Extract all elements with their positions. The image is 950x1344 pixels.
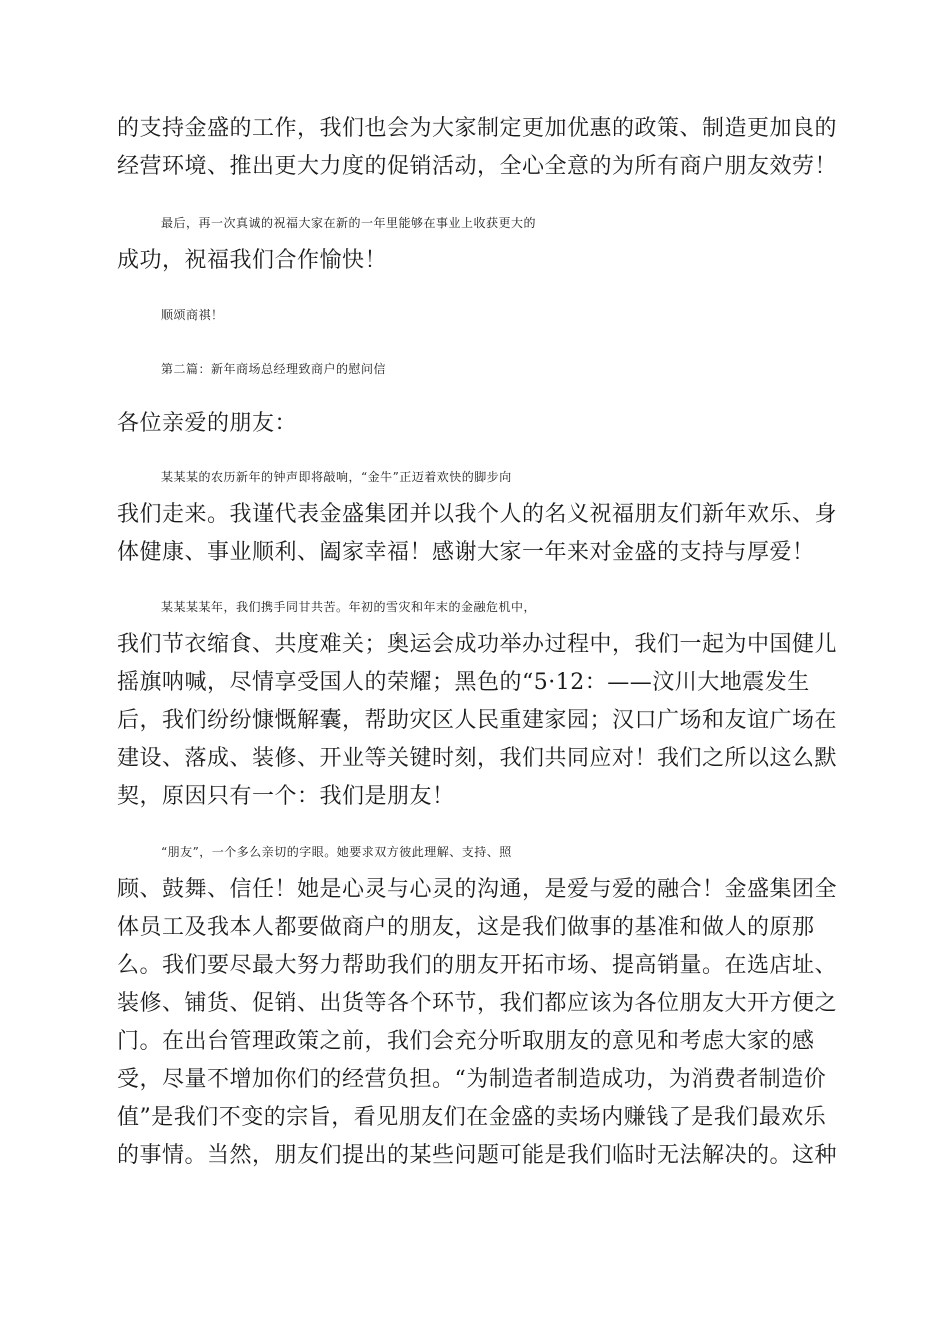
text-line: 体员工及我本人都要做商户的朋友，这是我们做事的基准和做人的原那	[117, 915, 815, 940]
text-line: 我们走来。我谨代表金盛集团并以我个人的名义祝福朋友们新年欢乐、身	[117, 502, 838, 527]
text-line: 摇旗呐喊，尽情享受国人的荣耀；黑色的“5·12：——汶川大地震发生	[117, 670, 810, 695]
text-line: 某某某某年，我们携手同甘共苦。年初的雪灾和年末的金融危机中，	[161, 600, 537, 614]
text-line: 的支持金盛的工作，我们也会为大家制定更加优惠的政策、制造更加良的	[117, 116, 838, 141]
text-line: 某某某的农历新年的钟声即将敲响，“金牛”正迈着欢快的脚步向	[161, 470, 512, 484]
text-line: 装修、铺货、促销、出货等各个环节，我们都应该为各位朋友大开方便之	[117, 991, 838, 1016]
text-line: 最后，再一次真诚的祝福大家在新的一年里能够在事业上收获更大的	[161, 216, 537, 230]
text-line: 建设、落成、装修、开业等关键时刻，我们共同应对！我们之所以这么默	[117, 746, 838, 771]
text-line: 门。在出台管理政策之前，我们会充分听取朋友的意见和考虑大家的感	[117, 1029, 815, 1054]
text-line: 受，尽量不增加你们的经营负担。“为制造者制造成功，为消费者制造价	[117, 1067, 827, 1092]
text-line: 体健康、事业顺利、阖家幸福！感谢大家一年来对金盛的支持与厚爱！	[117, 540, 815, 565]
text-line: 后，我们纷纷慷慨解囊，帮助灾区人民重建家园；汉口广场和友谊广场在	[117, 708, 838, 733]
text-line: “朋友”，一个多么亲切的字眼。她要求双方彼此理解、支持、照	[161, 845, 512, 859]
text-line: 契，原因只有一个：我们是朋友！	[117, 784, 455, 809]
closing-salutation: 顺颂商祺！	[161, 308, 224, 322]
letter-greeting: 各位亲爱的朋友：	[117, 411, 298, 436]
text-line: 么。我们要尽最大努力帮助我们的朋友开拓市场、提高销量。在选店址、	[117, 953, 838, 978]
text-line: 值”是我们不变的宗旨，看见朋友们在金盛的卖场内赚钱了是我们最欢乐	[117, 1105, 827, 1130]
text-line: 我们节衣缩食、共度难关；奥运会成功举办过程中，我们一起为中国健儿	[117, 632, 838, 657]
text-line: 的事情。当然，朋友们提出的某些问题可能是我们临时无法解决的。这种	[117, 1143, 838, 1168]
text-line: 成功，祝福我们合作愉快！	[117, 248, 388, 273]
section-title: 第二篇：新年商场总经理致商户的慰问信	[161, 362, 387, 376]
text-line: 经营环境、推出更大力度的促销活动，全心全意的为所有商户朋友效劳！	[117, 154, 838, 179]
text-line: 顾、鼓舞、信任！她是心灵与心灵的沟通，是爱与爱的融合！金盛集团全	[117, 877, 838, 902]
